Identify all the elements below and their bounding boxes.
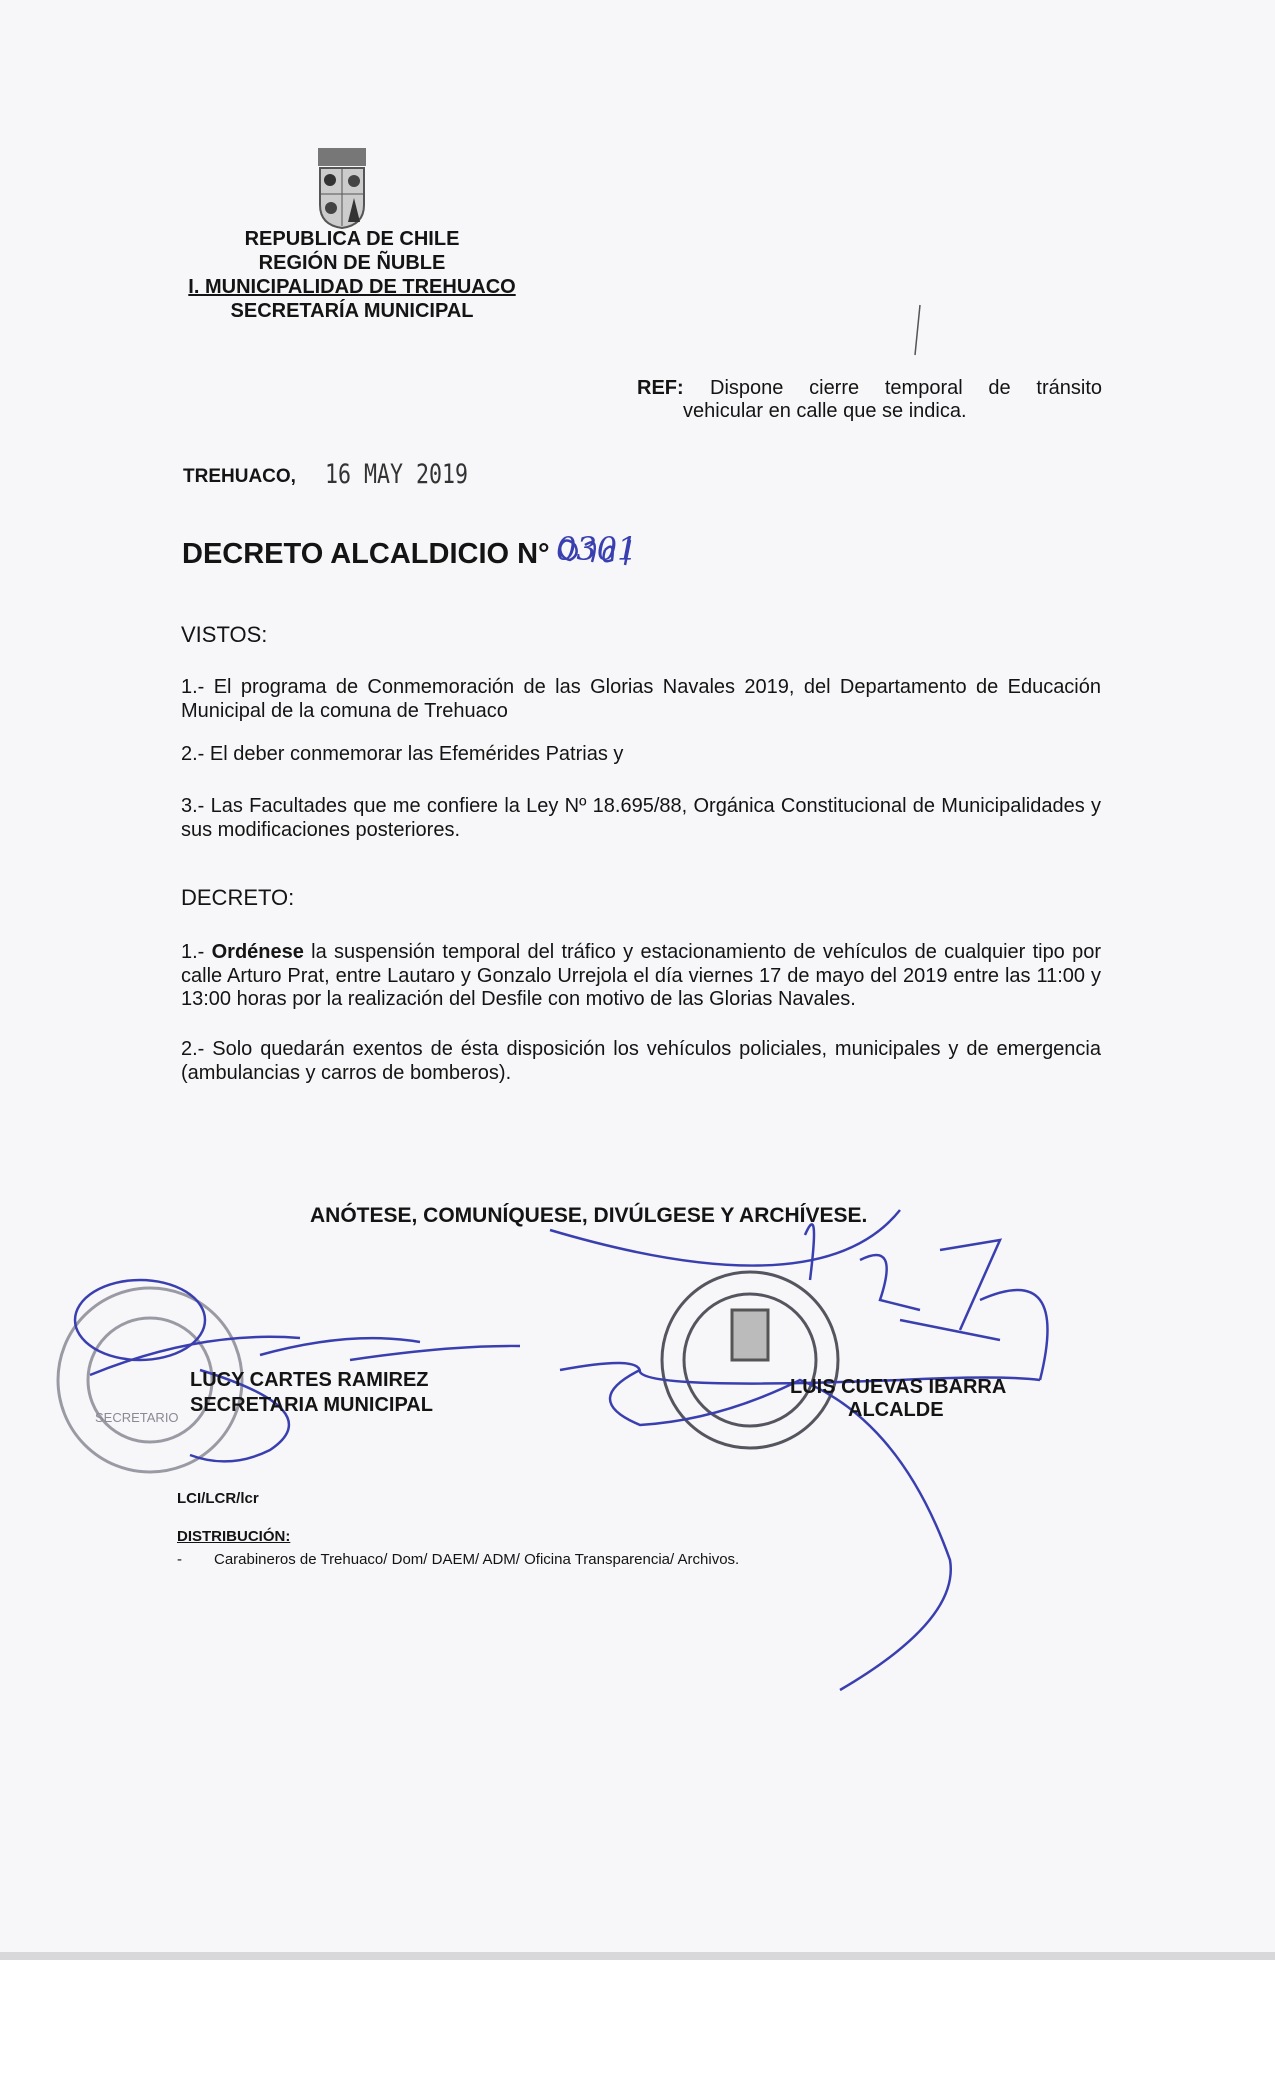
decree-title: DECRETO ALCALDICIO N° <box>182 538 550 570</box>
signatory-2-name: LUIS CUEVAS IBARRA <box>790 1376 1007 1398</box>
signatory-1-role: SECRETARIA MUNICIPAL <box>190 1394 433 1416</box>
initials: LCI/LCR/lcr <box>177 1490 259 1507</box>
closing-formula: ANÓTESE, COMUNÍQUESE, DIVÚLGESE Y ARCHÍVESE. <box>310 1204 868 1227</box>
ref-text-line2: vehicular en calle que se indica. <box>683 400 967 422</box>
decreto-heading: DECRETO: <box>181 885 295 910</box>
municipal-crest-icon <box>318 148 366 228</box>
decreto-item-2: 2.- Solo quedarán exentos de ésta disposición los vehículos policiales, municipales y de emergencia (ambulancias y carros de bomberos). <box>181 1038 1101 1084</box>
item-prefix: 1.- <box>181 941 212 963</box>
vistos-heading: VISTOS: <box>181 622 268 647</box>
decreto-item-1 <box>181 941 1101 1012</box>
svg-text:SECRETARIO: SECRETARIO <box>95 1410 179 1425</box>
header-municipality: I. MUNICIPALIDAD DE TREHUACO <box>188 276 516 298</box>
header-region: REGIÓN DE ÑUBLE <box>258 252 446 274</box>
signatory-1-name: LUCY CARTES RAMIREZ <box>190 1369 429 1391</box>
decree-number: 0301 <box>556 530 638 568</box>
distribution-list: Carabineros de Trehuaco/ Dom/ DAEM/ ADM/ Oficina Transparencia/ Archivos. <box>214 1551 740 1568</box>
header-country: REPUBLICA DE CHILE <box>244 228 460 250</box>
item-text: la suspensión temporal del tráfico y estacionamiento de vehículos de cualquier tipo por calle Arturo Prat, entre Lautaro y Gonzalo Urrejola el día viernes 17 de mayo del 2019 entre las 11:00 y 13:00 horas por la realización del Desfile con motivo de las Glorias Navales. <box>181 941 1101 1010</box>
ref-text-line1: Dispone cierre temporal de tránsito <box>710 377 1102 399</box>
vistos-item-2: 2.- El deber conmemorar las Efemérides Patrias y <box>181 743 624 765</box>
place: TREHUACO, <box>183 466 296 487</box>
distribution-heading: DISTRIBUCIÓN: <box>177 1528 291 1545</box>
item-bold-verb: Ordénese <box>211 941 304 963</box>
signatory-2-role: ALCALDE <box>848 1399 944 1421</box>
distribution-dash: - <box>177 1551 182 1568</box>
ref-label: REF: <box>637 377 684 399</box>
header-department: SECRETARÍA MUNICIPAL <box>230 300 474 322</box>
vistos-item-1: 1.- El programa de Conmemoración de las Glorias Navales 2019, del Departamento de Educación Municipal de la comuna de Trehuaco <box>181 676 1101 722</box>
vistos-item-3: 3.- Las Facultades que me confiere la Ley Nº 18.695/88, Orgánica Constitucional de Municipalidades y sus modificaciones posteriores. <box>181 795 1101 841</box>
date-stamp: 16 MAY 2019 <box>325 459 469 490</box>
right-stamp <box>662 1272 838 1448</box>
